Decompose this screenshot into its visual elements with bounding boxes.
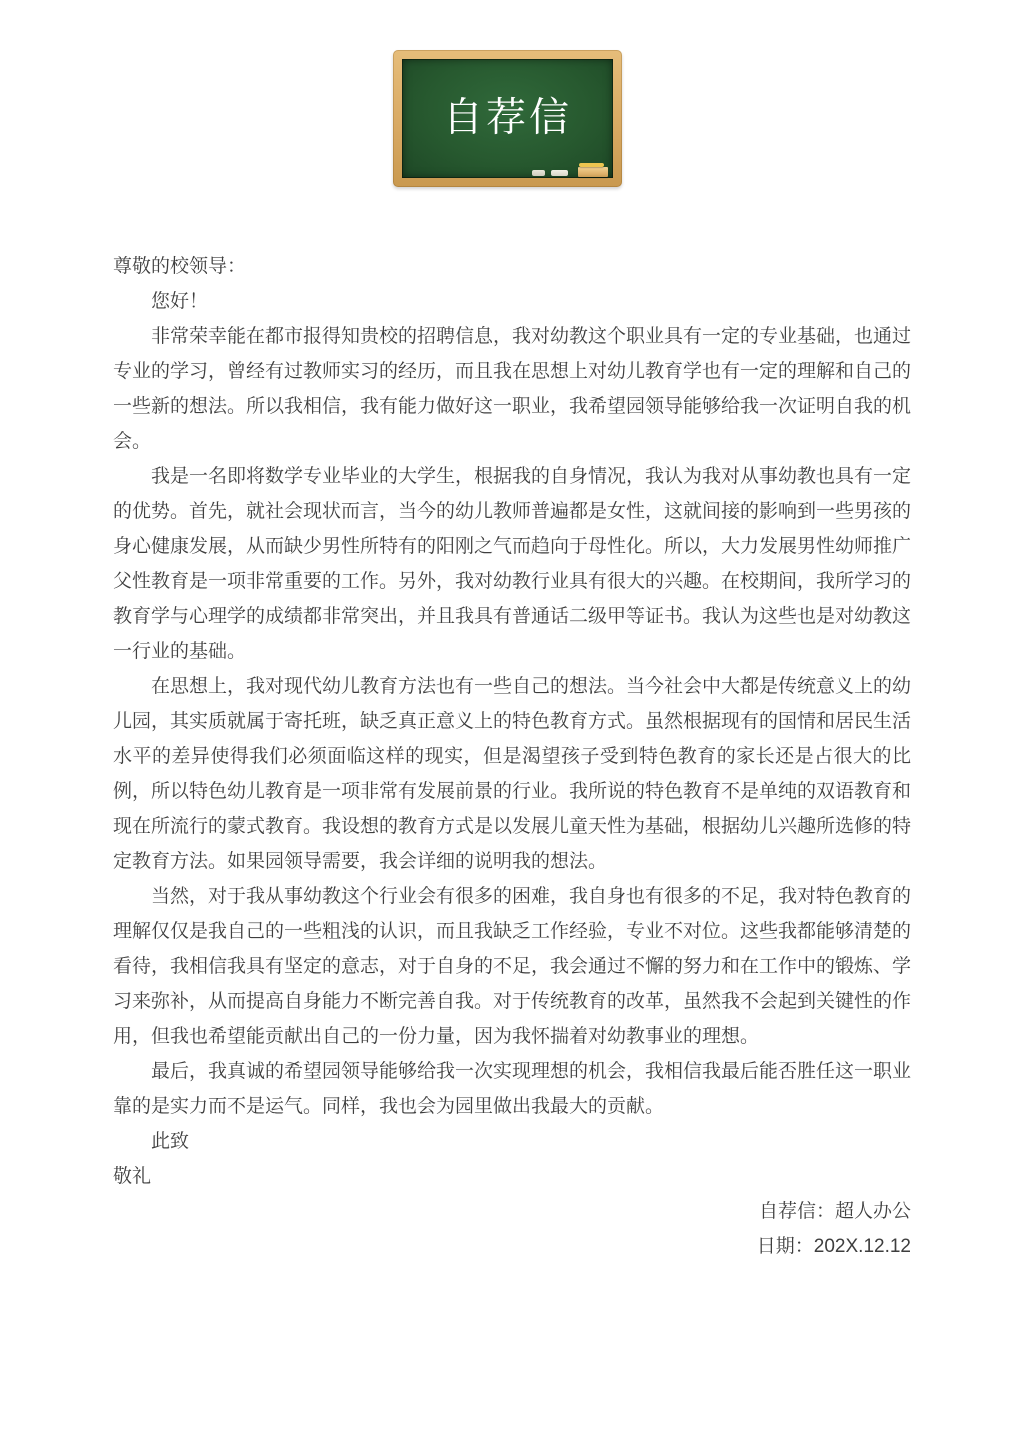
chalk-stick-icon: [579, 163, 604, 167]
letter-paragraph: 当然，对于我从事幼教这个行业会有很多的困难，我自身也有很多的不足，我对特色教育的理解仅仅是我自己的一些粗浅的认识，而且我缺乏工作经验，专业不对位。这些我都能够清楚的看待，我相信我具有坚定的意志，对于自身的不足，我会通过不懈的努力和在工作中的锻炼、学习来弥补，从而提高自身能力不断完善自我。对于传统教育的改革，虽然我不会起到关键性的作用，但我也希望能贡献出自己的一份力量，因为我怀揣着对幼教事业的理想。: [113, 886, 912, 1047]
chalk-piece-icon: [532, 170, 545, 176]
chalk-piece-icon: [551, 170, 568, 176]
board-title: 自荐信: [443, 94, 572, 139]
letter-paragraph: 在思想上，我对现代幼儿教育方法也有一些自己的想法。当今社会中大都是传统意义上的幼儿园，其实质就属于寄托班，缺乏真正意义上的特色教育方式。虽然根据现有的国情和居民生活水平的差异使得我们必须面临这样的现实，但是渴望孩子受到特色教育的家长还是占很大的比例，所以特色幼儿教育是一项非常有发展前景的行业。我所说的特色教育不是单纯的双语教育和现在所流行的蒙式教育。我设想的教育方式是以发展儿童天性为基础，根据幼儿兴趣所选修的特定教育方法。如果园领导需要，我会详细的说明我的想法。: [113, 676, 912, 872]
closing-salute: 敬礼: [113, 1166, 152, 1187]
closing-respect: 此致: [151, 1131, 190, 1152]
letter-paragraph: 最后，我真诚的希望园领导能够给我一次实现理想的机会，我相信我最后能否胜任这一职业靠的是实力而不是运气。同样，我也会为园里做出我最大的贡献。: [113, 1061, 912, 1117]
chalkboard-surface: [402, 59, 613, 178]
letter-paragraph: 非常荣幸能在都市报得知贵校的招聘信息，我对幼教这个职业具有一定的专业基础，也通过专业的学习，曾经有过教师实习的经历，而且我在思想上对幼儿教育学也有一定的理解和自己的一些新的想法。所以我相信，我有能力做好这一职业，我希望园领导能够给我一次证明自我的机会。: [113, 326, 912, 452]
eraser-icon: [578, 167, 608, 177]
chalkboard-image: [393, 50, 622, 187]
date-line: 日期：202X.12.12: [756, 1236, 911, 1257]
letter-body: [113, 249, 911, 1264]
letter-paragraph: 我是一名即将数学专业毕业的大学生，根据我的自身情况，我认为我对从事幼教也具有一定的优势。首先，就社会现状而言，当今的幼儿教师普遍都是女性，这就间接的影响到一些男孩的身心健康发展，从而缺少男性所特有的阳刚之气而趋向于母性化。所以，大力发展男性幼师推广父性教育是一项非常重要的工作。另外，我对幼教行业具有很大的兴趣。在校期间，我所学习的教育学与心理学的成绩都非常突出，并且我具有普通话二级甲等证书。我认为这些也是对幼教这一行业的基础。: [113, 466, 912, 662]
greeting: 您好！: [151, 291, 209, 312]
salutation: 尊敬的校领导：: [113, 256, 247, 277]
signature-line: 自荐信：超人办公: [758, 1201, 911, 1222]
